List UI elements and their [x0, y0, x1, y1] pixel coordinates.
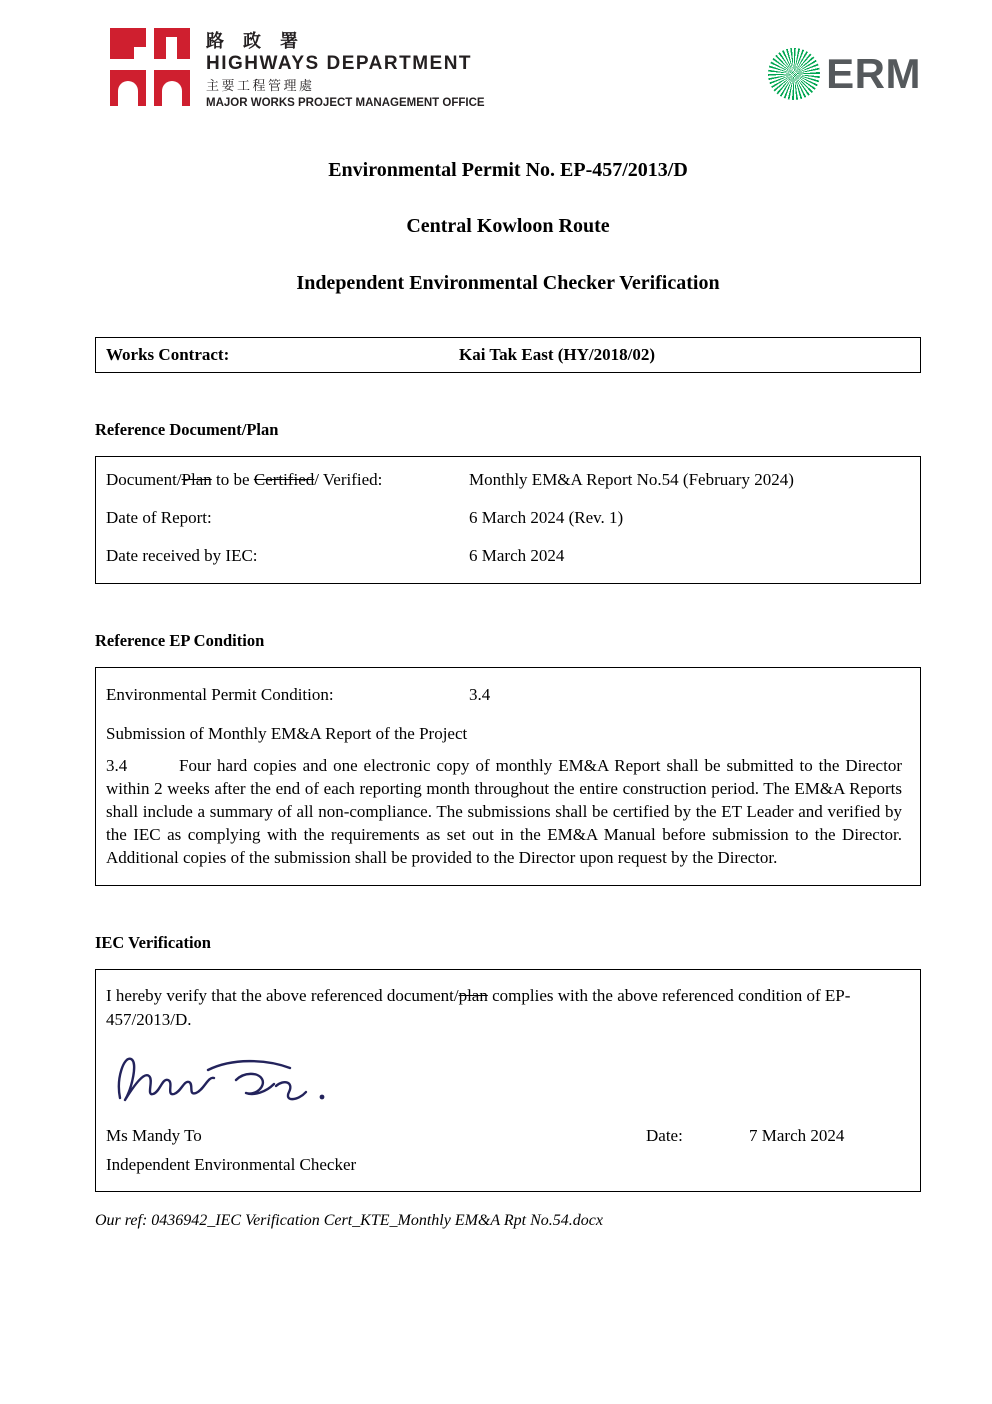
date-of-report-label: Date of Report: [106, 508, 212, 527]
date-value: 7 March 2024 [749, 1126, 845, 1145]
ep-condition-value: 3.4 [469, 685, 491, 704]
document-to-be-verified-value: Monthly EM&A Report No.54 (February 2024) [469, 470, 794, 489]
erm-logo [768, 48, 921, 100]
document-to-be-verified-label: Document/Plan to be Certified/ Verified: [106, 470, 383, 489]
date-of-report-row [96, 499, 910, 537]
iec-verification-heading: IEC Verification [95, 933, 211, 952]
ep-condition-label: Environmental Permit Condition: [106, 685, 334, 704]
ep-clause-number: 3.4 [106, 756, 128, 775]
highways-department-text [206, 28, 485, 111]
office-name-chinese: 主要工程管理處 [206, 78, 315, 93]
page-header [108, 28, 921, 111]
ep-clause-paragraph [96, 744, 908, 869]
highways-department-logo-icon [108, 28, 192, 106]
strikethrough-plan-2: plan [458, 986, 488, 1005]
dept-name-english: HIGHWAYS DEPARTMENT [206, 53, 473, 74]
signer-row [106, 1126, 908, 1146]
permit-number-title: Environmental Permit No. EP-457/2013/D [328, 159, 688, 181]
dept-name-chinese: 路 政 署 [206, 31, 306, 51]
reference-document-box [95, 456, 921, 584]
office-name-english: MAJOR WORKS PROJECT MANAGEMENT OFFICE [206, 97, 485, 109]
date-received-value: 6 March 2024 [469, 546, 565, 565]
reference-ep-heading: Reference EP Condition [95, 631, 265, 650]
our-ref-line: Our ref: 0436942_IEC Verification Cert_KTE_Monthly EM&A Rpt No.54.docx [95, 1212, 603, 1229]
reference-ep-box [95, 667, 921, 886]
signature [108, 1046, 908, 1112]
iec-verification-box [95, 969, 921, 1192]
signer-title: Independent Environmental Checker [106, 1155, 357, 1174]
iec-statement: I hereby verify that the above referenced document/plan complies with the above referenced condition of EP-457/2013/D. [106, 986, 851, 1029]
strikethrough-certified: Certified [253, 470, 315, 489]
works-contract-label: Works Contract: [106, 345, 230, 364]
project-title: Central Kowloon Route [406, 215, 610, 237]
ep-clause-text: Four hard copies and one electronic copy of monthly EM&A Report shall be submitted to the Director within 2 weeks after the end of each reporting month throughout the entire construction period. The EM&A Reports shall include a summary of all non-compliance. The submissions shall be certified by the ET Leader and verified by the IEC as complying with the requirements as set out in the EM&A Manual before submission to the Director. Additional copies of the submission shall be provided to the Director upon request by the Director. [106, 756, 902, 867]
reference-document-heading: Reference Document/Plan [95, 420, 279, 439]
date-received-label: Date received by IEC: [106, 546, 258, 565]
erm-wordmark: ERM [826, 50, 921, 97]
works-contract-value: Kai Tak East (HY/2018/02) [459, 345, 656, 364]
erm-starburst-icon [768, 48, 820, 100]
strikethrough-plan: Plan [181, 470, 212, 489]
ep-condition-row [96, 676, 908, 714]
date-of-report-value: 6 March 2024 (Rev. 1) [469, 508, 624, 527]
ep-submission-line: Submission of Monthly EM&A Report of the Project [106, 724, 468, 743]
date-received-row [96, 537, 910, 575]
signer-name: Ms Mandy To [106, 1126, 202, 1145]
date-label: Date: [646, 1126, 683, 1145]
verification-title: Independent Environmental Checker Verification [296, 272, 720, 294]
highways-department-block [108, 28, 485, 111]
signature-icon [108, 1046, 358, 1112]
document-to-be-verified-row [96, 461, 910, 499]
works-contract-box [95, 337, 921, 373]
